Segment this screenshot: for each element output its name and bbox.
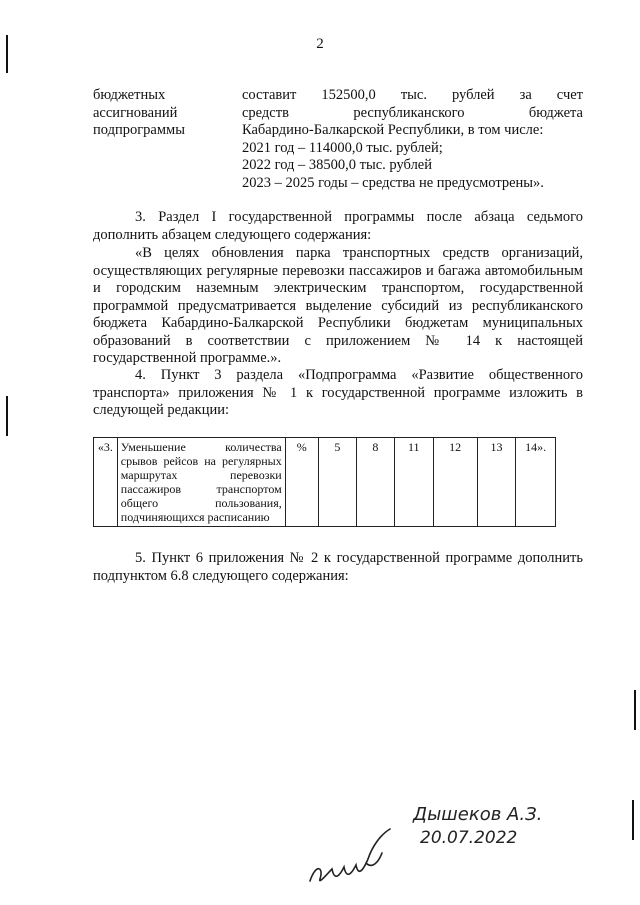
- budget-left-line: ассигнований: [93, 104, 178, 121]
- table-cell-value: 14».: [516, 438, 556, 527]
- budget-left-line: подпрограммы: [93, 122, 185, 138]
- paragraph-5: 5. Пункт 6 приложения № 2 к государственной программе дополнить подпунктом 6.8 следующего содержания:: [93, 550, 583, 584]
- table-cell-indicator: Уменьшение количества срывов рейсов на регулярных маршрутах перевозки пассажиров транспортом общего пользования, подчиняющихся расписанию: [117, 438, 285, 527]
- paragraph-3: 3. Раздел I государственной программы после абзаца седьмого дополнить абзацем следующего содержания:: [93, 209, 583, 243]
- table-cell-number: «3.: [94, 438, 118, 527]
- table-row: [94, 438, 556, 527]
- scan-mark-right: [634, 690, 636, 730]
- budget-right-line-4: 2021 год – 114000,0 тыс. рублей;: [242, 139, 443, 156]
- paragraph-4: 4. Пункт 3 раздела «Подпрограмма «Развитие общественного транспорта» приложения № 1 к государственной программе изложить в следующей редакции:: [93, 367, 583, 418]
- subprogram-indicator-table: [93, 437, 556, 527]
- table-cell-unit: %: [285, 438, 318, 527]
- handwritten-name: Дышеков А.З.: [413, 804, 543, 825]
- budget-right-line-5: 2022 год – 38500,0 тыс. рублей: [242, 157, 433, 173]
- handwritten-date: 20.07.2022: [420, 828, 518, 848]
- budget-right-line-1: составит 152500,0 тыс. рублей за счет: [242, 87, 584, 103]
- scan-mark-mid: [6, 396, 8, 436]
- paragraph-3-quote: «В целях обновления парка транспортных средств организаций, осуществляющих регулярные перевозки пассажиров и багажа автомобильным и городским наземным электрическим транспортом, государственной программой предусматривается выделение субсидий из республиканского бюджета Кабардино-Балкарской Республики бюджетам муниципальных образований в соответствии с приложением № 14 к настоящей государственной программе.».: [93, 245, 583, 366]
- signature-scribble: [306, 823, 398, 893]
- scan-mark-right-2: [632, 800, 634, 840]
- page-number: 2: [316, 36, 324, 52]
- table-cell-value: 12: [433, 438, 477, 527]
- table-cell-value: 5: [318, 438, 356, 527]
- table-cell-value: 11: [394, 438, 433, 527]
- table-cell-value: 8: [356, 438, 394, 527]
- budget-right-line-6: 2023 – 2025 годы – средства не предусмотрены».: [242, 174, 544, 191]
- table-cell-value: 13: [477, 438, 516, 527]
- budget-left-column: [93, 87, 233, 140]
- budget-right-column: [242, 87, 583, 192]
- budget-right-line-2: средств республиканского бюджета: [242, 104, 583, 121]
- budget-right-line-3: Кабардино-Балкарской Республики, в том числе:: [242, 122, 544, 138]
- budget-left-line: бюджетных: [93, 87, 166, 103]
